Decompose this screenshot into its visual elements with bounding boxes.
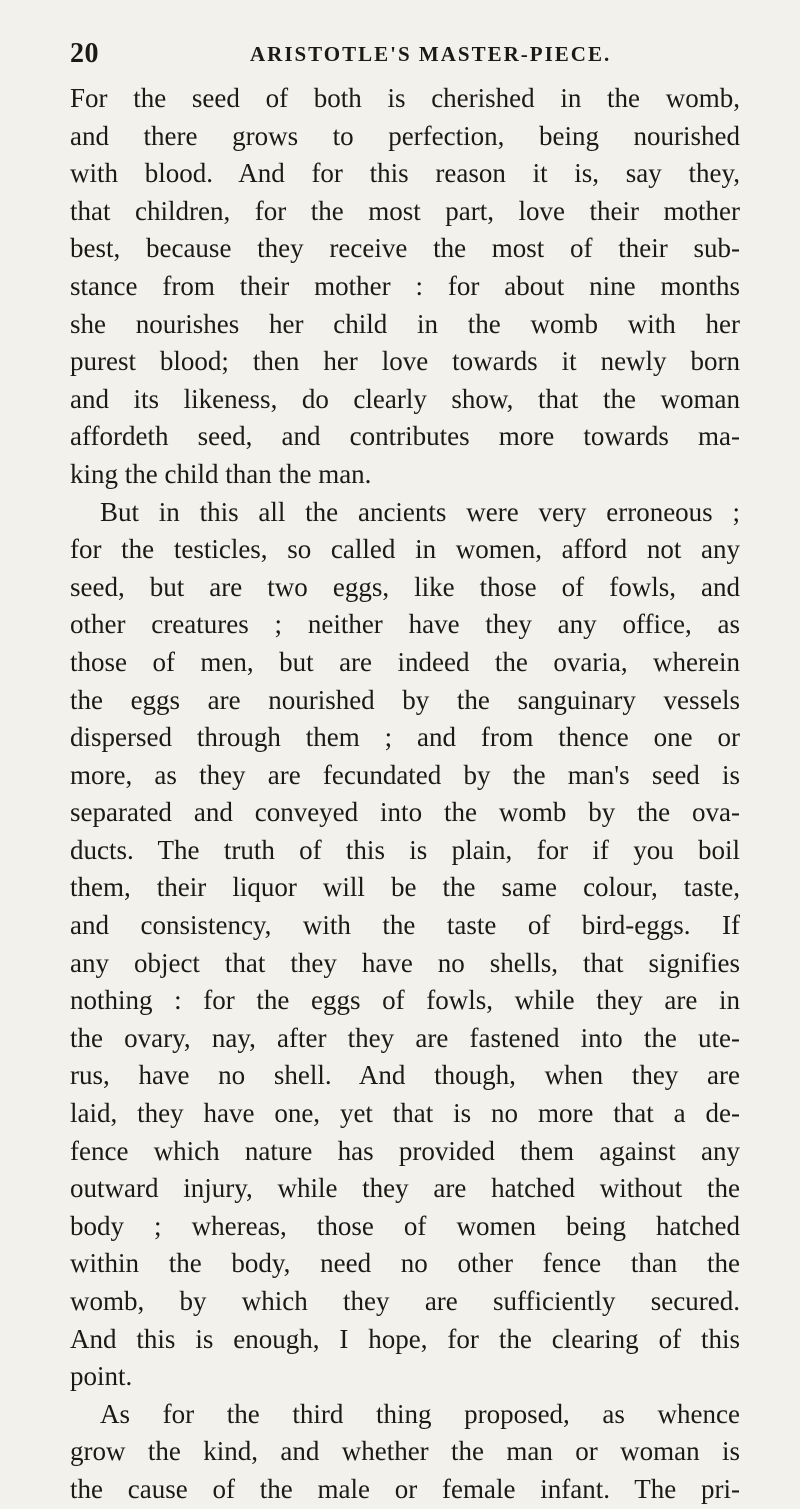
text-line: more, as they are fecundated by the man's seed is bbox=[70, 759, 740, 790]
text-line: them, their liquor will be the same colour, taste, bbox=[70, 872, 740, 903]
text-line: the ovary, nay, after they are fastened into the ute- bbox=[70, 1022, 740, 1053]
text-line: any object that they have no shells, that signifies bbox=[70, 947, 740, 978]
text-line: rus, have no shell. And though, when they are bbox=[70, 1060, 740, 1091]
text-line: As for the third thing proposed, as whence bbox=[100, 1398, 740, 1429]
text-line: best, because they receive the most of their sub- bbox=[70, 233, 740, 264]
text-line: dispersed through them ; and from thence one or bbox=[70, 722, 740, 753]
text-line: But in this all the ancients were very erroneous ; bbox=[100, 496, 740, 527]
text-line: ducts. The truth of this is plain, for if you boil bbox=[70, 834, 740, 865]
text-line: fence which nature has provided them against any bbox=[70, 1135, 740, 1166]
text-line: the cause of the male or female infant. The pri- bbox=[70, 1473, 740, 1504]
text-line: she nourishes her child in the womb with her bbox=[70, 308, 740, 339]
text-line: womb, by which they are sufficiently secured. bbox=[70, 1286, 740, 1316]
text-line: seed, but are two eggs, like those of fowls, and bbox=[70, 571, 740, 602]
text-line: separated and conveyed into the womb by the ova- bbox=[70, 797, 740, 828]
text-line: for the testicles, so called in women, afford not any bbox=[70, 534, 740, 565]
page-number: 20 bbox=[70, 38, 99, 69]
body-text bbox=[70, 80, 740, 1509]
text-line: within the body, need no other fence than the bbox=[70, 1248, 740, 1279]
text-line: with blood. And for this reason it is, say they, bbox=[70, 158, 740, 189]
text-line: other creatures ; neither have they any office, as bbox=[70, 609, 740, 640]
text-line: king the child than the man. bbox=[70, 458, 372, 489]
text-line: stance from their mother : for about nine months bbox=[70, 270, 740, 301]
text-line: body ; whereas, those of women being hatched bbox=[70, 1210, 740, 1241]
text-line: grow the kind, and whether the man or woman is bbox=[70, 1436, 740, 1467]
text-line: and consistency, with the taste of bird-eggs. If bbox=[70, 910, 740, 941]
text-line: nothing : for the eggs of fowls, while they are in bbox=[70, 985, 740, 1016]
text-line: And this is enough, I hope, for the clearing of this bbox=[70, 1323, 740, 1354]
text-line: point. bbox=[70, 1361, 133, 1392]
text-line: and its likeness, do clearly show, that the woman bbox=[70, 383, 740, 414]
text-line: outward injury, while they are hatched without the bbox=[70, 1173, 740, 1204]
text-line: purest blood; then her love towards it newly born bbox=[70, 346, 740, 377]
text-line: affordeth seed, and contributes more towards ma- bbox=[70, 421, 740, 452]
text-line: For the seed of both is cherished in the womb, bbox=[70, 83, 740, 113]
running-title: ARISTOTLE'S MASTER-PIECE. bbox=[250, 42, 612, 66]
text-line: those of men, but are indeed the ovaria, wherein bbox=[70, 646, 740, 677]
text-line: laid, they have one, yet that is no more that a de- bbox=[70, 1098, 740, 1129]
text-line: that children, for the most part, love their mother bbox=[70, 195, 740, 226]
text-line: and there grows to perfection, being nourished bbox=[70, 120, 740, 151]
running-head bbox=[70, 38, 738, 78]
text-line: the eggs are nourished by the sanguinary vessels bbox=[70, 684, 740, 715]
